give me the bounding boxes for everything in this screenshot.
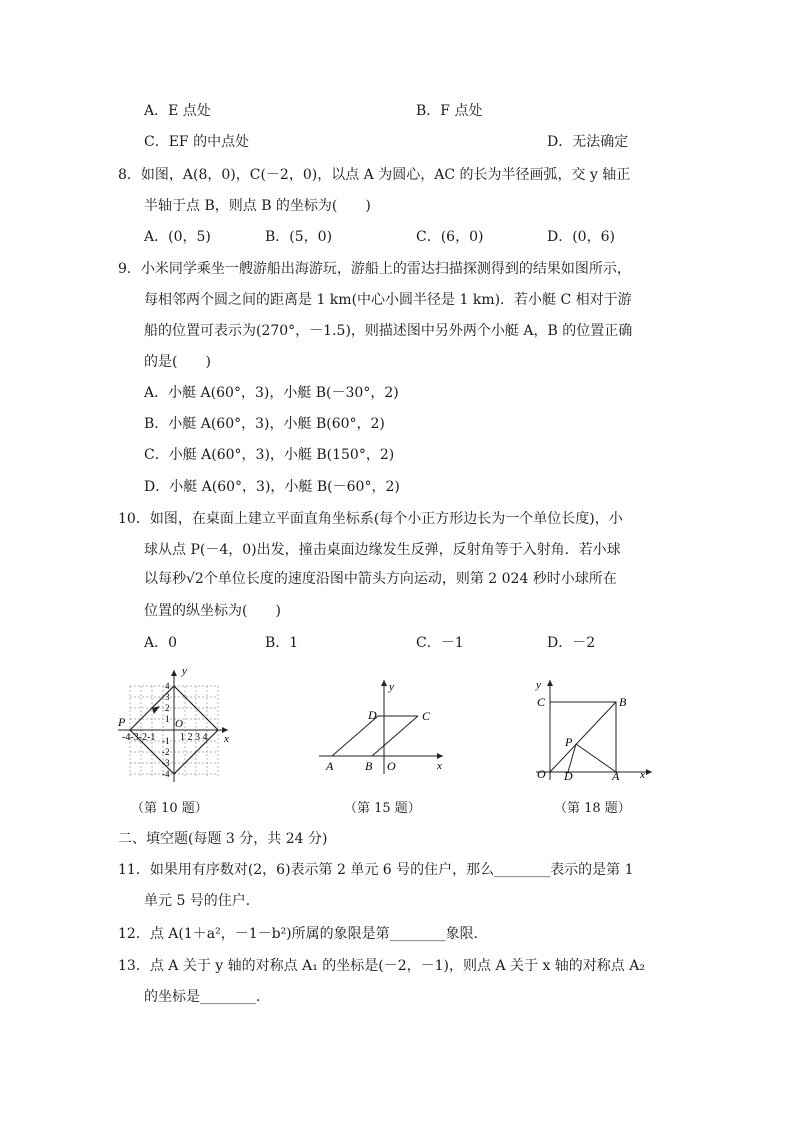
q18-label-p: P (565, 735, 573, 749)
q10-y-tick: -4 (162, 769, 170, 779)
q15-label-x: x (437, 760, 442, 772)
q9-stem-line2: 每相邻两个圆之间的距离是 1 km(中心小圆半径是 1 km)．若小艇 C 相对于游 (144, 292, 632, 308)
q9-stem-line3: 船的位置可表示为(270°，－1.5)，则描述图中另外两个小艇 A，B 的位置正确 (144, 323, 633, 339)
q8-option-a[interactable]: A．(0，5) (144, 229, 211, 245)
q10-y-arrow (171, 670, 177, 676)
q7-option-d[interactable]: D．无法确定 (547, 134, 629, 150)
figure-q18 (532, 672, 662, 784)
q10-label-o: O (175, 718, 183, 730)
q15-segment-cb (372, 716, 418, 756)
q15-label-d: D (368, 708, 377, 722)
q10-line3-part1: 以每秒 (144, 571, 186, 587)
q10-label-y: y (182, 665, 187, 677)
q10-option-c[interactable]: C．－1 (416, 635, 464, 651)
caption-q15: （第 15 题） (344, 801, 421, 816)
q12-stem-line1: 12．点 A(1＋a²，－1－b²)所属的象限是第________象限． (118, 926, 488, 942)
q9-option-a[interactable]: A．小艇 A(60°，3)，小艇 B(－30°，2) (144, 385, 399, 401)
q10-neg-ticks: -4-3-2-1 (122, 732, 156, 743)
q13-stem-line1: 13．点 A 关于 y 轴的对称点 A₁ 的坐标是(－2，－1)，则点 A 关于 x 轴的对称点 A₂ (118, 958, 645, 974)
q10-y-tick: -2 (162, 747, 170, 757)
q8-stem-line2: 半轴于点 B，则点 B 的坐标为( ) (144, 198, 371, 214)
q18-segment-pa (576, 744, 616, 772)
q15-label-a: A (326, 759, 334, 773)
q10-stem-line1: 10．如图，在桌面上建立平面直角坐标系(每个小正方形边长为一个单位长度)，小 (118, 511, 623, 527)
q9-stem-line1: 9．小米同学乘坐一艘游船出海游玩，游船上的雷达扫描探测得到的结果如图所示， (118, 261, 631, 277)
q10-stem-line4: 位置的纵坐标为( ) (144, 603, 281, 619)
q11-stem-line1: 11．如果用有序数对(2，6)表示第 2 单元 6 号的住户，那么________表示的是第 1 (118, 862, 634, 878)
q15-label-o: O (387, 759, 396, 773)
q18-label-o: O (537, 767, 546, 781)
q10-label-x: x (224, 733, 229, 745)
q10-option-b[interactable]: B．1 (265, 635, 299, 651)
q13-stem-line2: 的坐标是________． (144, 989, 270, 1005)
sqrt2-radical: √2 (186, 571, 204, 587)
q18-label-y: y (536, 679, 541, 691)
caption-q10: （第 10 题） (131, 801, 208, 816)
q15-segment-ad (332, 716, 378, 756)
q10-label-p: P (118, 715, 126, 729)
figure-q10 (108, 660, 248, 790)
q18-label-a: A (612, 769, 620, 783)
q9-option-b[interactable]: B．小艇 A(60°，3)，小艇 B(60°，2) (144, 416, 385, 432)
q18-label-x: x (640, 769, 645, 781)
q8-option-c[interactable]: C．(6，0) (416, 229, 484, 245)
q18-x-arrow (646, 769, 652, 775)
q10-y-tick: 4 (165, 681, 170, 691)
q18-label-d: D (564, 769, 573, 783)
q9-option-d[interactable]: D．小艇 A(60°，3)，小艇 B(－60°，2) (144, 479, 400, 495)
caption-q18: （第 18 题） (554, 801, 631, 816)
q10-pos-ticks: 1 2 3 4 (180, 732, 208, 743)
q10-y-tick: -3 (162, 758, 170, 768)
q10-y-tick: 1 (165, 714, 170, 724)
q18-label-c: C (537, 695, 546, 709)
q18-y-arrow (547, 680, 553, 686)
q10-y-tick: -1 (162, 736, 170, 746)
q9-stem-line4: 的是( ) (144, 354, 211, 370)
q10-y-tick: 2 (165, 703, 170, 713)
q7-option-a[interactable]: A．E 点处 (144, 103, 211, 119)
q7-option-b[interactable]: B．F 点处 (416, 103, 483, 119)
q15-y-arrow (381, 680, 387, 686)
q7-option-c[interactable]: C．EF 的中点处 (144, 134, 250, 150)
q10-line3-part2: 个单位长度的速度沿图中箭头方向运动，则第 2 024 秒时小球所在 (203, 571, 617, 587)
q15-label-c: C (422, 709, 431, 723)
figure-q15 (315, 676, 455, 776)
q15-x-arrow (437, 753, 443, 759)
q10-option-a[interactable]: A．0 (144, 635, 178, 651)
q11-stem-line2: 单元 5 号的住户． (144, 893, 260, 909)
q9-option-c[interactable]: C．小艇 A(60°，3)，小艇 B(150°，2) (144, 447, 395, 463)
q15-label-b: B (365, 759, 373, 773)
q15-label-y: y (389, 681, 394, 693)
q10-stem-line2: 球从点 P(－4，0)出发，撞击桌面边缘发生反弹，反射角等于入射角．若小球 (144, 542, 621, 558)
section2-heading: 二、填空题(每题 3 分，共 24 分) (118, 831, 328, 847)
q10-y-tick: 3 (165, 692, 170, 702)
q8-stem-line1: 8．如图，A(8，0)，C(－2，0)，以点 A 为圆心，AC 的长为半径画弧，交 y 轴正 (118, 167, 631, 183)
q8-option-d[interactable]: D．(0，6) (547, 229, 615, 245)
q18-label-b: B (619, 695, 627, 709)
q10-option-d[interactable]: D．－2 (547, 635, 596, 651)
q18-diagonal-ob (550, 702, 616, 772)
q8-option-b[interactable]: B．(5，0) (265, 229, 333, 245)
q10-stem-line3 (144, 569, 617, 589)
